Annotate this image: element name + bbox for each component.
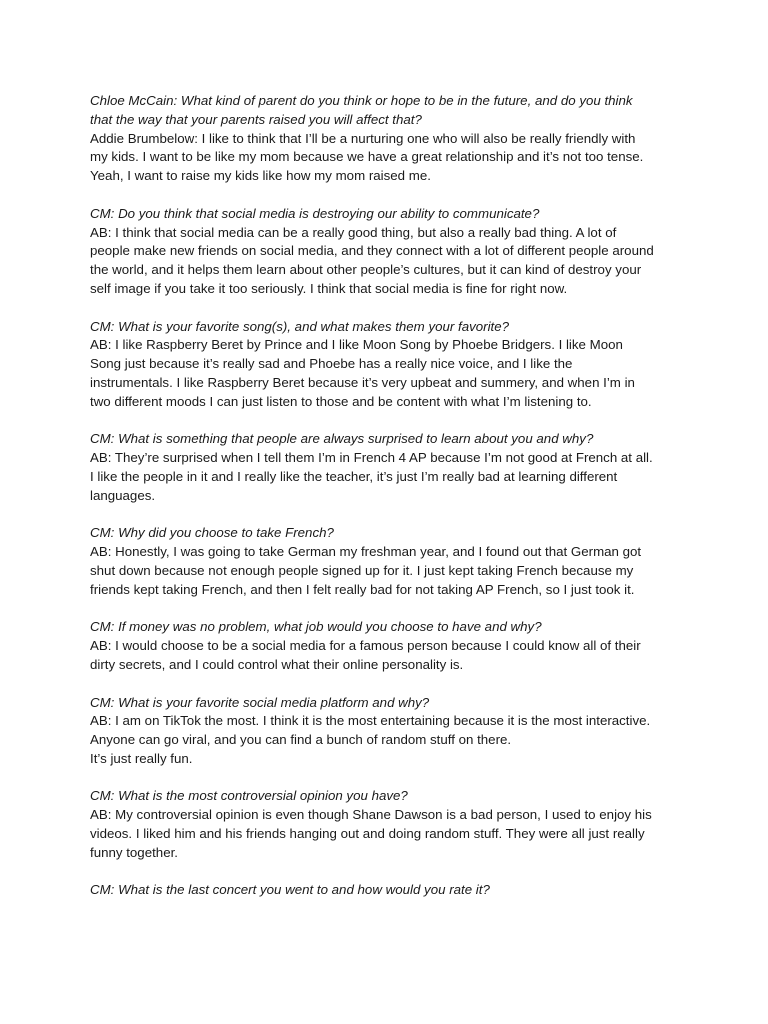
interview-question: CM: If money was no problem, what job would you choose to have and why? xyxy=(90,619,542,635)
interview-answer: AB: I like Raspberry Beret by Prince and I like Moon Song by Phoebe Bridgers. I like Moon Song just because it’s really sad and Phoebe has a really nice voice, and I like the instrumentals. I like Raspberry Beret because it’s very upbeat and summery, and when I’m in two different moods I can just listen to those and be content with what I’m listening to. xyxy=(90,337,635,409)
interview-answer: AB: I think that social media can be a really good thing, but also a really bad thing. A lot of people make new friends on social media, and they connect with a lot of different people around the world, and it helps them learn about other people’s cultures, but it can kind of destroy your self image if you take it too seriously. I think that social media is fine for right now. xyxy=(90,224,654,296)
interview-answer: AB: Honestly, I was going to take German my freshman year, and I found out that German got shut down because not enough people signed up for it. I just kept taking French because my friends kept taking French, and then I felt really bad for not taking AP French, so I just took it. xyxy=(90,544,642,597)
interview-answer: AB: They’re surprised when I tell them I’m in French 4 AP because I’m not good at French at all. I like the people in it and I really like the teacher, it’s just I’m really bad at learning different languages. xyxy=(90,450,653,503)
qa-block xyxy=(90,881,690,900)
qa-block xyxy=(90,787,690,862)
interview-answer: Addie Brumbelow: I like to think that I’ll be a nurturing one who will also be really friendly with my kids. I want to be like my mom because we have a great relationship and it’s not too tense. Yeah, I want to raise my kids like how my mom raised me. xyxy=(90,130,644,184)
qa-block xyxy=(90,318,690,412)
interview-answer: AB: I am on TikTok the most. I think it is the most entertaining because it is the most interactive. Anyone can go viral, and you can find a bunch of random stuff on there. It’s just really fun. xyxy=(90,713,651,766)
interview-question: Chloe McCain: What kind of parent do you think or hope to be in the future, and do you think that the way that your parents raised you will affect that? xyxy=(90,93,633,127)
qa-block xyxy=(90,92,690,186)
qa-block xyxy=(90,524,690,599)
interview-question: CM: What is your favorite social media platform and why? xyxy=(90,694,430,710)
qa-block xyxy=(90,618,690,674)
interview-question: CM: Do you think that social media is destroying our ability to communicate? xyxy=(90,205,540,221)
interview-answer: AB: I would choose to be a social media for a famous person because I could know all of their dirty secrets, and I could control what their online personality is. xyxy=(90,638,641,672)
interview-question: CM: What is the most controversial opinion you have? xyxy=(90,788,408,804)
interview-question: CM: What is the last concert you went to and how would you rate it? xyxy=(90,882,490,898)
qa-block xyxy=(90,694,690,769)
qa-block xyxy=(90,205,690,299)
interview-question: CM: What is something that people are always surprised to learn about you and why? xyxy=(90,431,594,447)
interview-question: CM: Why did you choose to take French? xyxy=(90,525,334,541)
interview-answer: AB: My controversial opinion is even though Shane Dawson is a bad person, I used to enjoy his videos. I liked him and his friends hanging out and doing random stuff. They were all just really funny together. xyxy=(90,807,652,860)
qa-block xyxy=(90,430,690,505)
interview-question: CM: What is your favorite song(s), and what makes them your favorite? xyxy=(90,318,510,334)
document-page xyxy=(90,92,690,919)
